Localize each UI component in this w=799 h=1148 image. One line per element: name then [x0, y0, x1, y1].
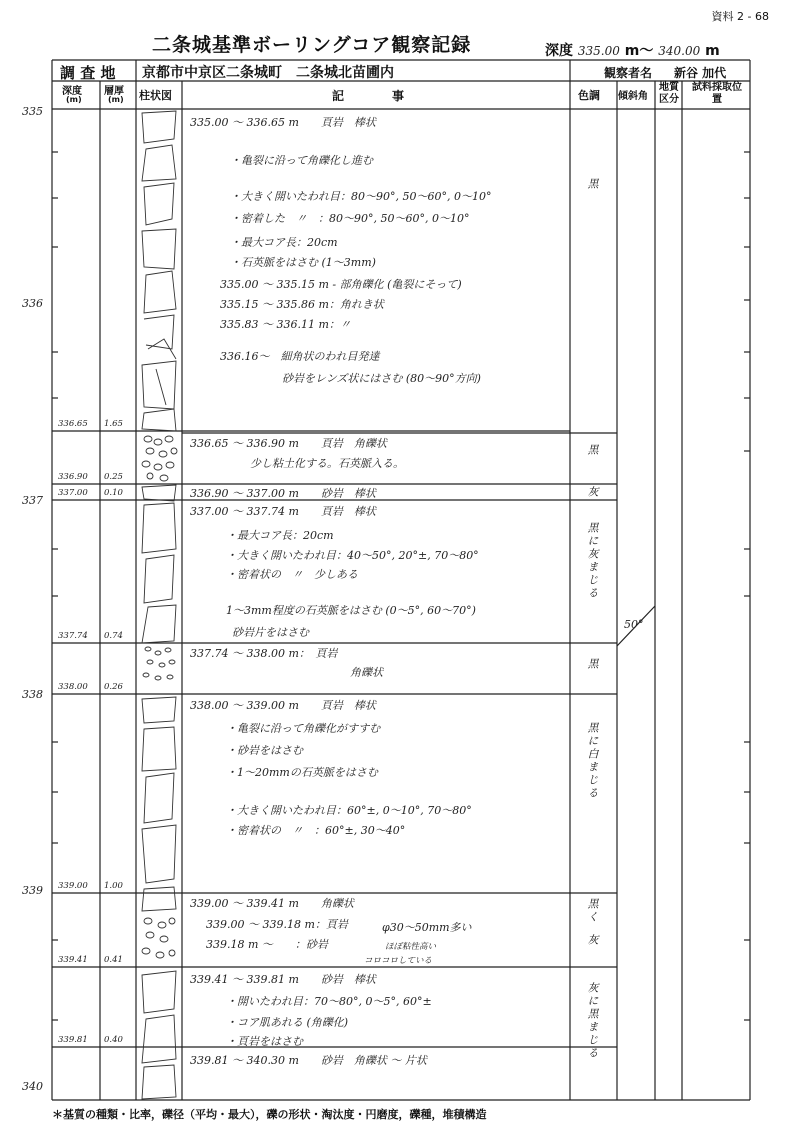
layer-depth: 339.81	[58, 1035, 88, 1045]
note-line: 339.00 〜 339.18 m：頁岩	[206, 918, 348, 931]
color-entry: 灰に黒まじる	[586, 982, 599, 1060]
note-line: 角礫状	[350, 666, 383, 679]
note-line: 339.18 m 〜 ：砂岩	[206, 938, 328, 951]
note-line: ・最大コア長：20cm	[226, 529, 334, 542]
note-line: 336.16〜 細角状のわれ目発達	[220, 350, 380, 363]
note-line: ・亀裂に沿って角礫化がすすむ	[226, 722, 381, 735]
depth-unit-1: m〜	[624, 43, 654, 59]
depth-to: 340.00	[658, 44, 701, 58]
col-thickness: 層厚	[104, 86, 124, 97]
note-line: 砂岩片をはさむ	[232, 626, 309, 639]
layer-depth: 337.00	[58, 488, 88, 498]
layer-depth: 339.41	[58, 955, 88, 965]
observer-name: 新谷 加代	[674, 66, 727, 80]
color-entry: 灰	[586, 934, 599, 947]
note-line: ・1〜20mmの石英脈をはさむ	[226, 766, 378, 779]
footnote: ＊基質の種類・比率，礫径（平均・最大），礫の形状・淘汰度・円磨度，礫種，堆積構造	[52, 1108, 487, 1121]
scale-mark: 337	[22, 494, 43, 507]
note-line: ・密着状の 〃 少しある	[226, 568, 358, 581]
scale-mark: 336	[22, 297, 43, 310]
note-line: ・大きく開いたわれ目：40〜50°, 20°±, 70〜80°	[226, 549, 479, 562]
layer-thickness: 0.40	[104, 1035, 123, 1045]
note-line: 335.15 〜 335.86 m：角れき状	[220, 298, 384, 311]
col-dip: 傾斜角	[618, 91, 648, 102]
layer-thickness: 0.25	[104, 472, 123, 482]
depth-from: 335.00	[577, 44, 620, 58]
color-entry: 黒に白まじる	[586, 722, 599, 800]
note-line: 砂岩をレンズ状にはさむ (80〜90°方向)	[282, 372, 481, 385]
layer-depth: 336.65	[58, 419, 88, 429]
color-entry: 黒に灰まじる	[586, 522, 599, 600]
note-line: 339.81 〜 340.30 m 砂岩 角礫状 〜 片状	[190, 1054, 427, 1067]
note-line: 335.00 〜 335.15 m ‐ 部角礫化 (亀裂にそって)	[220, 278, 462, 291]
layer-thickness: 0.10	[104, 488, 123, 498]
layer-thickness: 0.74	[104, 631, 123, 641]
depth-range-label: 深度	[545, 43, 573, 59]
scale-mark: 338	[22, 688, 43, 701]
layer-thickness: 1.00	[104, 881, 123, 891]
note-line: 1〜3mm程度の石英脈をはさむ (0〜5°, 60〜70°)	[226, 604, 476, 617]
note-line: ・頁岩をはさむ	[226, 1035, 303, 1048]
note-line: ・最大コア長：20cm	[230, 236, 338, 249]
note-line: 少し粘土化する。石英脈入る。	[250, 457, 404, 470]
scale-mark: 339	[22, 884, 43, 897]
note-line: φ30〜50mm多い	[382, 921, 472, 934]
note-line: ほぼ粘性高い	[385, 942, 437, 952]
note-line: 339.41 〜 339.81 m 砂岩 棒状	[190, 973, 376, 986]
note-line: 335.83 〜 336.11 m：〃	[220, 318, 351, 331]
note-line: ・砂岩をはさむ	[226, 744, 303, 757]
note-line: 337.74 〜 338.00 m： 頁岩	[190, 647, 338, 660]
note-line: ・密着した 〃 ：80〜90°, 50〜60°, 0〜10°	[230, 212, 470, 225]
note-line: ・コア肌あれる (角礫化)	[226, 1016, 349, 1029]
col-column: 柱状図	[139, 89, 172, 102]
depth-range	[545, 40, 720, 60]
page-title: 二条城基準ボーリングコア観察記録	[152, 34, 472, 56]
note-line: コロコロしている	[364, 956, 433, 966]
col-sample: 試料採取位置	[692, 82, 742, 105]
col-depth: 深度	[62, 86, 82, 97]
color-entry: 黒	[586, 444, 599, 457]
layer-thickness: 1.65	[104, 419, 123, 429]
note-line: ・大きく開いたわれ目：80〜90°, 50〜60°, 0〜10°	[230, 190, 492, 203]
layer-depth: 336.90	[58, 472, 88, 482]
note-line: 335.00 〜 336.65 m 頁岩 棒状	[190, 116, 376, 129]
layer-depth: 339.00	[58, 881, 88, 891]
col-color: 色調	[578, 89, 600, 102]
dip-angle: 50°	[624, 618, 644, 631]
col-description: 記 事	[332, 89, 405, 103]
note-line: ・亀裂に沿って角礫化し進む	[230, 154, 373, 167]
note-line: 336.90 〜 337.00 m 砂岩 棒状	[190, 487, 376, 500]
color-entry: 黒	[586, 658, 599, 671]
layer-thickness: 0.26	[104, 682, 123, 692]
observer-label: 観察者名	[604, 66, 653, 80]
site-value: 京都市中京区二条城町 二条城北苗圃内	[142, 65, 394, 81]
note-line: 337.00 〜 337.74 m 頁岩 棒状	[190, 505, 376, 518]
col-geology: 地質区分	[659, 82, 679, 105]
note-line: 336.65 〜 336.90 m 頁岩 角礫状	[190, 437, 387, 450]
note-line: 339.00 〜 339.41 m 角礫状	[190, 897, 354, 910]
note-line: ・大きく開いたわれ目：60°±, 0〜10°, 70〜80°	[226, 804, 472, 817]
layer-depth: 338.00	[58, 682, 88, 692]
note-line: ・密着状の 〃 ：60°±, 30〜40°	[226, 824, 406, 837]
color-entry: 黒	[586, 178, 599, 191]
note-line: ・石英脈をはさむ (1〜3mm)	[230, 256, 376, 269]
color-entry: 黒く	[586, 898, 599, 924]
site-label: 調 査 地	[60, 64, 116, 82]
scale-mark: 340	[22, 1080, 43, 1093]
col-thickness-unit: (m)	[108, 95, 124, 104]
note-line: ・開いたわれ目：70〜80°, 0〜5°, 60°±	[226, 995, 432, 1008]
depth-unit-2: m	[705, 43, 720, 59]
layer-depth: 337.74	[58, 631, 88, 641]
color-entry: 灰	[586, 486, 599, 499]
layer-thickness: 0.41	[104, 955, 123, 965]
note-line: 338.00 〜 339.00 m 頁岩 棒状	[190, 699, 376, 712]
core-column-diagram	[136, 109, 182, 1100]
col-depth-unit: (m)	[66, 95, 82, 104]
scale-mark: 335	[22, 105, 43, 118]
document-number: 資料 2 - 68	[711, 10, 769, 23]
